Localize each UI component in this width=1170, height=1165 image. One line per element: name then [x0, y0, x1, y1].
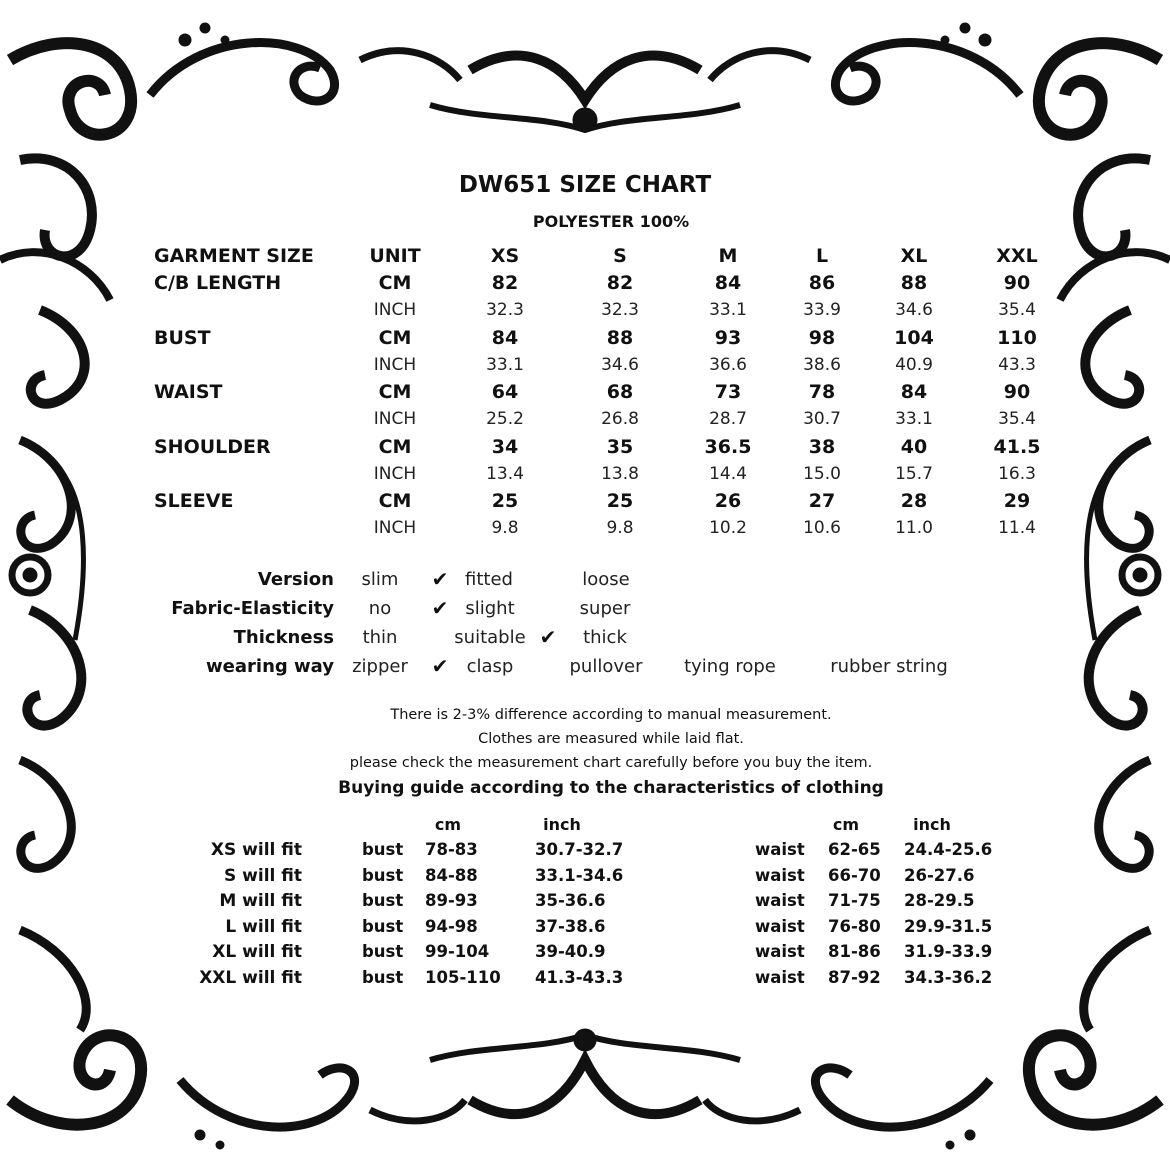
attribute-label: Thickness [233, 627, 334, 648]
unit-header: UNIT [369, 245, 421, 267]
inch-value: 11.0 [895, 518, 933, 538]
fit-label: S will fit [224, 865, 302, 886]
bust-label: bust [362, 916, 404, 936]
cm-value: 36.5 [704, 435, 752, 458]
inch-value: 35.4 [998, 409, 1036, 429]
inch-value: 15.0 [803, 463, 841, 484]
guide-waist-inch-header: inch [913, 815, 951, 834]
check-mark-icon: ✔ [431, 654, 449, 678]
waist-cm-range: 76-80 [828, 916, 881, 936]
inch-value: 10.6 [803, 518, 841, 538]
waist-inch-range: 26-27.6 [904, 865, 975, 885]
waist-inch-range: 31.9-33.9 [904, 942, 993, 961]
inch-value: 32.3 [601, 300, 639, 320]
cm-value: 28 [900, 490, 928, 512]
waist-cm-range: 71-75 [828, 891, 881, 910]
cm-value: 68 [606, 381, 634, 403]
cm-value: 25 [606, 490, 634, 512]
inch-value: 28.7 [709, 409, 747, 429]
size-header: XXL [996, 245, 1038, 267]
attribute-option: tying rope [684, 656, 776, 677]
check-mark-icon: ✔ [431, 567, 449, 591]
waist-inch-range: 28-29.5 [904, 891, 975, 910]
attribute-option: pullover [569, 656, 643, 677]
inch-value: 9.8 [606, 518, 634, 538]
inch-value: 15.7 [895, 463, 933, 484]
cm-value: 90 [1003, 272, 1031, 294]
measurement-label: BUST [154, 326, 211, 349]
inch-value: 13.4 [486, 463, 524, 484]
unit-inch: INCH [373, 409, 417, 429]
attribute-option: suitable [454, 627, 526, 648]
inch-value: 33.1 [486, 354, 524, 375]
note-laid-flat: Clothes are measured while laid flat. [478, 731, 744, 747]
waist-label: waist [755, 916, 805, 936]
attribute-option: fitted [465, 569, 513, 590]
bust-label: bust [362, 891, 404, 910]
bust-cm-range: 99-104 [425, 942, 490, 961]
cm-value: 40 [900, 435, 928, 458]
size-header: XS [490, 245, 520, 267]
note-check-chart: please check the measurement chart carefully before you buy the item. [349, 755, 873, 771]
bust-cm-range: 84-88 [425, 865, 478, 885]
cm-value: 26 [714, 490, 742, 512]
unit-cm: CM [378, 272, 412, 294]
bust-inch-range: 41.3-43.3 [535, 967, 624, 987]
measurement-label: SHOULDER [154, 435, 271, 458]
attribute-option: zipper [352, 656, 408, 677]
waist-inch-range: 24.4-25.6 [904, 840, 993, 859]
waist-label: waist [755, 942, 805, 961]
cm-value: 64 [491, 381, 519, 403]
bust-cm-range: 78-83 [425, 840, 478, 859]
inch-value: 9.8 [491, 518, 519, 538]
unit-cm: CM [378, 490, 412, 512]
inch-value: 35.4 [998, 300, 1036, 320]
attribute-option: thick [583, 627, 627, 648]
waist-cm-range: 87-92 [828, 967, 881, 987]
unit-cm: CM [378, 435, 412, 458]
waist-label: waist [755, 891, 805, 910]
guide-waist-cm-header: cm [832, 815, 860, 834]
waist-inch-range: 34.3-36.2 [904, 967, 993, 987]
unit-inch: INCH [373, 300, 417, 320]
inch-value: 40.9 [895, 354, 933, 375]
fit-label: XL will fit [212, 942, 302, 962]
cm-value: 84 [900, 381, 928, 403]
bust-cm-range: 94-98 [425, 916, 478, 936]
check-mark-icon: ✔ [431, 596, 449, 620]
inch-value: 32.3 [486, 300, 524, 320]
note-measurement-difference: There is 2-3% difference according to manual measurement. [390, 707, 832, 723]
measurement-label: SLEEVE [154, 490, 234, 512]
cm-value: 88 [900, 272, 928, 294]
inch-value: 30.7 [803, 409, 841, 429]
size-header: XL [900, 245, 928, 267]
bust-label: bust [362, 967, 404, 987]
size-header: M [718, 245, 738, 267]
attribute-label: wearing way [206, 656, 334, 677]
waist-cm-range: 81-86 [828, 942, 881, 961]
garment-size-header: GARMENT SIZE [154, 245, 314, 267]
cm-value: 82 [491, 272, 519, 294]
bust-inch-range: 30.7-32.7 [535, 840, 624, 859]
bust-inch-range: 35-36.6 [535, 891, 606, 910]
inch-value: 14.4 [709, 463, 747, 484]
cm-value: 90 [1003, 381, 1031, 403]
cm-value: 84 [491, 326, 519, 349]
attribute-option: super [579, 598, 631, 619]
cm-value: 88 [606, 326, 634, 349]
bust-label: bust [362, 865, 404, 885]
attribute-option: clasp [466, 656, 514, 677]
cm-value: 41.5 [993, 435, 1041, 458]
attribute-option: loose [582, 569, 630, 590]
attribute-option: no [368, 598, 392, 619]
chart-title: DW651 SIZE CHART [458, 172, 712, 198]
inch-value: 38.6 [803, 354, 841, 375]
guide-inch-header: inch [543, 815, 581, 834]
inch-value: 33.1 [895, 409, 933, 429]
unit-inch: INCH [373, 463, 417, 484]
unit-cm: CM [378, 381, 412, 403]
cm-value: 86 [808, 272, 836, 294]
inch-value: 34.6 [601, 354, 639, 375]
cm-value: 73 [714, 381, 742, 403]
fit-label: XXL will fit [199, 967, 302, 988]
bust-cm-range: 89-93 [425, 891, 478, 910]
unit-inch: INCH [373, 354, 417, 375]
inch-value: 33.9 [803, 300, 841, 320]
inch-value: 33.1 [709, 300, 747, 320]
cm-value: 78 [808, 381, 836, 403]
measurement-label: C/B LENGTH [154, 272, 282, 294]
guide-cm-header: cm [434, 815, 462, 834]
bust-label: bust [362, 840, 404, 859]
attribute-label: Version [257, 569, 334, 590]
inch-value: 43.3 [998, 354, 1036, 375]
size-header: S [613, 245, 627, 267]
chart-subtitle: POLYESTER 100% [532, 212, 690, 231]
attribute-option: slight [465, 598, 515, 619]
cm-value: 93 [714, 326, 742, 349]
bust-inch-range: 37-38.6 [535, 916, 606, 936]
cm-value: 25 [491, 490, 519, 512]
bust-inch-range: 33.1-34.6 [535, 865, 624, 885]
inch-value: 16.3 [998, 463, 1036, 484]
waist-inch-range: 29.9-31.5 [904, 916, 993, 936]
cm-value: 110 [997, 326, 1037, 349]
inch-value: 11.4 [998, 518, 1036, 538]
cm-value: 34 [491, 435, 519, 458]
inch-value: 25.2 [486, 409, 524, 429]
fit-label: XS will fit [210, 840, 302, 860]
cm-value: 82 [606, 272, 634, 294]
waist-label: waist [755, 865, 805, 885]
bust-inch-range: 39-40.9 [535, 942, 606, 961]
unit-inch: INCH [373, 518, 417, 538]
bust-label: bust [362, 942, 404, 961]
cm-value: 35 [606, 435, 634, 458]
attribute-option: thin [362, 627, 398, 648]
measurement-label: WAIST [154, 381, 223, 403]
inch-value: 26.8 [601, 409, 639, 429]
size-header: L [815, 245, 829, 267]
inch-value: 13.8 [601, 463, 639, 484]
fit-label: L will fit [225, 916, 302, 937]
bust-cm-range: 105-110 [425, 967, 501, 987]
unit-cm: CM [378, 326, 412, 349]
cm-value: 38 [808, 435, 836, 458]
waist-cm-range: 62-65 [828, 840, 881, 859]
attribute-option: rubber string [830, 656, 948, 677]
cm-value: 104 [894, 326, 934, 349]
inch-value: 36.6 [709, 354, 747, 375]
waist-label: waist [755, 967, 805, 987]
waist-cm-range: 66-70 [828, 865, 881, 885]
waist-label: waist [755, 840, 805, 859]
attribute-label: Fabric-Elasticity [171, 598, 334, 619]
fit-label: M will fit [219, 891, 302, 911]
attribute-option: slim [361, 569, 399, 590]
cm-value: 84 [714, 272, 742, 294]
inch-value: 10.2 [709, 518, 747, 538]
check-mark-icon: ✔ [539, 625, 557, 649]
buying-guide-title: Buying guide according to the characteristics of clothing [338, 778, 884, 798]
cm-value: 27 [808, 490, 836, 512]
inch-value: 34.6 [895, 300, 933, 320]
cm-value: 98 [808, 326, 836, 349]
cm-value: 29 [1003, 490, 1031, 512]
